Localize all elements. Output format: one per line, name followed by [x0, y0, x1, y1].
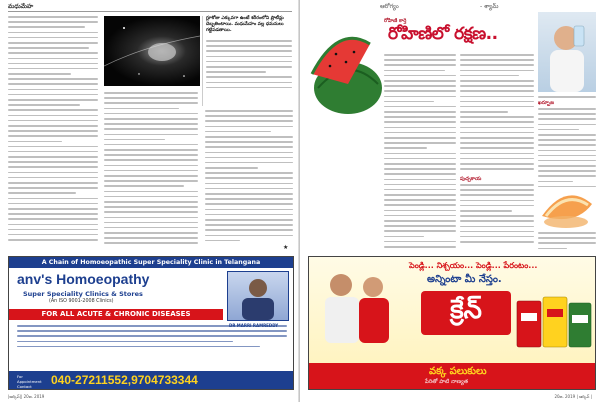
ad-banner: A Chain of Homoeopathic Super Speciality Clinic in Telangana: [9, 257, 293, 268]
ad-tagline: Super Speciality Clinics & Stores: [23, 290, 143, 298]
page-footer: 20జ. 2019 | ఆర్కివ్ |: [554, 394, 592, 399]
pullquote: గ్లూకోజు ఎక్కువగా ఉంటే శరీరంలోని ప్రొటీన్లు దెబ్బతింటాయి. మధుమేహం వల్ల ధమనులు గట్టిపడతాయి.: [206, 16, 284, 33]
couple-photo: [313, 263, 401, 343]
child-drinking-photo: [538, 12, 596, 92]
ad-sub: పేరితో పాటి నాణ్యత: [425, 379, 469, 385]
doctor-photo: [227, 271, 289, 321]
product-packets: [515, 293, 593, 353]
watermelon-image: [308, 14, 382, 116]
ad-contact-label: For Appointment Contact: [17, 374, 42, 389]
subhead-watermelon: పుచ్చకాయ: [460, 176, 482, 182]
space-image: [104, 16, 200, 86]
section-label: ఆరోగ్యం: [380, 3, 399, 10]
article-column-3: [205, 110, 293, 248]
ad-line-1: పెండ్లి... నిశ్చయం... పెండ్లి... పేరంటం...: [409, 261, 538, 270]
muskmelon-icon: [536, 186, 596, 230]
section-label: మధుమేహ: [8, 3, 34, 10]
ad-contact-bar: [9, 371, 293, 389]
title-text: రోహిణిలో రక్షణ..: [388, 24, 498, 44]
doctor-icon: [228, 272, 288, 320]
article-column-1: [384, 54, 456, 250]
ad-services-list: [17, 325, 287, 365]
pullquote-lines: [206, 40, 292, 95]
people-icon: [313, 263, 401, 343]
child-icon: [538, 12, 596, 92]
subhead-muskmelon: ఖర్బూజ: [538, 100, 554, 106]
end-mark-icon: ★: [283, 244, 289, 251]
crane-brand: క్రేన్: [450, 295, 482, 325]
pullquote-box: [202, 16, 294, 106]
ad-brand: anv's Homoeopathy: [17, 271, 150, 287]
homoeopathy-ad[interactable]: [8, 256, 294, 390]
article-column-3: [538, 108, 596, 190]
watermelon-icon: [308, 14, 382, 116]
ad-headline: FOR ALL ACUTE & CHRONIC DISEASES: [9, 309, 223, 320]
caption-lines: [538, 96, 596, 100]
packet-icon: [515, 293, 593, 353]
article-column-2: [460, 54, 534, 174]
article-title: [388, 24, 546, 50]
ad-bottom-bar: [309, 363, 595, 389]
author-name: - శ్యామ్: [480, 3, 499, 10]
subhead-rohini: రోహిణి కార్తె: [384, 18, 407, 24]
divider: [8, 11, 292, 12]
muskmelon-image: [536, 186, 596, 230]
ad-product: వక్క పలుకులు: [429, 366, 487, 377]
article-column-1: [8, 16, 98, 248]
asteroid-graphic: [104, 16, 200, 86]
article-column-2: [104, 92, 198, 248]
right-page: [300, 0, 600, 402]
article-column-3b: [538, 232, 596, 252]
ad-iso: (An ISO 9001-2008 Clinics): [49, 299, 114, 304]
ad-phone[interactable]: 040-27211552,9704733344: [51, 373, 198, 387]
article-column-2b: [460, 184, 534, 250]
crane-logo: [421, 291, 511, 335]
crane-ad[interactable]: [308, 256, 596, 390]
page-footer: |ఆర్కివ్|| 20జ. 2019: [8, 394, 45, 399]
ad-line-2: అన్నింటా మీ నేస్తం.: [427, 274, 502, 285]
